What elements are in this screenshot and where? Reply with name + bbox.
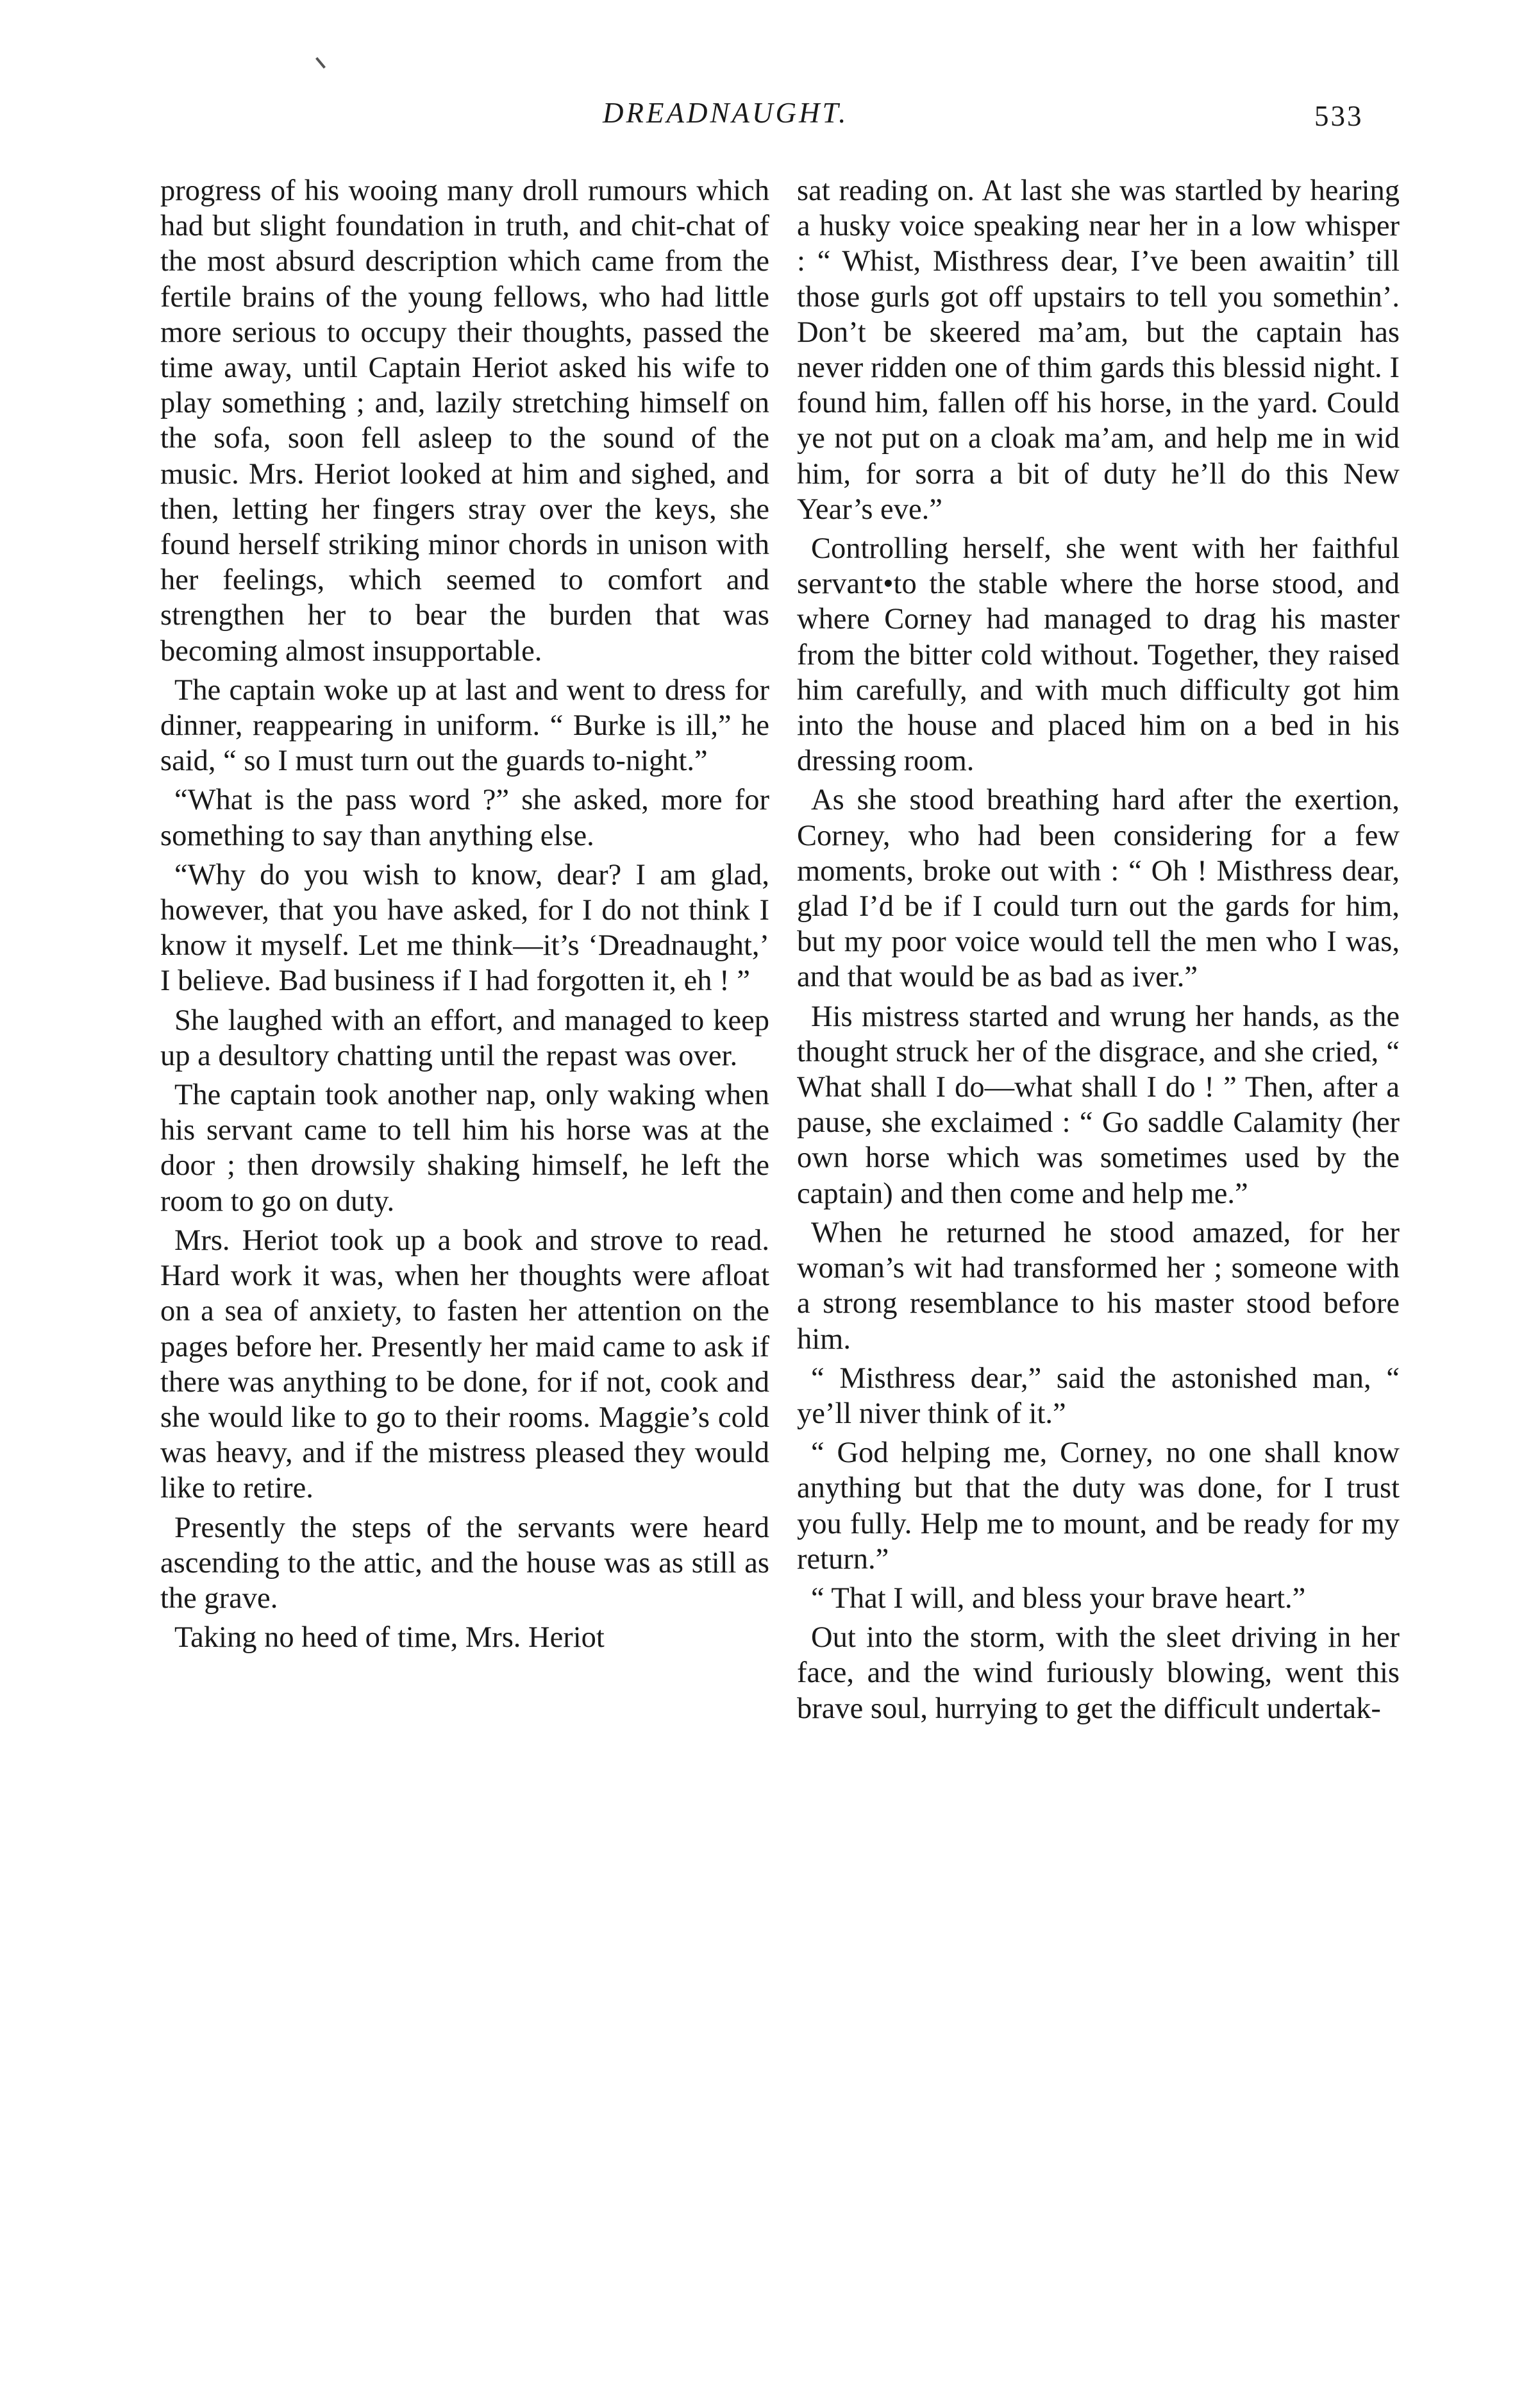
paragraph: Mrs. Heriot took up a book and strove to read. Hard work it was, when her thoughts were afloat on a sea of anxiety, to fasten her attention on the pages before her. Presently her maid came to ask if there was anything to be done, for if not, cook and she would like to go to their rooms. Maggie’s cold was heavy, and if the mistress pleased they would like to retire. [160,1224,769,1505]
paragraph: “ That I will, and bless your brave heart.” [811,1581,1306,1615]
paragraph: As she stood breathing hard after the exertion, Corney, who had been considering for a few moments, broke out with : “ Oh ! Misthress dear, glad I’d be if I could turn out the gards for him, but my poor voice would tell the men who I was, and that would be as bad as iver.” [797,784,1400,994]
paragraph: “Why do you wish to know, dear? I am glad, however, that you have asked, for I do not think I know it myself. Let me think—it’s ‘Dreadnaught,’ I believe. Bad business if I had forgotten it, eh ! ” [160,858,769,998]
paragraph: Presently the steps of the servants were heard ascending to the attic, and the house was as still as the grave. [160,1511,769,1615]
running-header [0,96,1540,135]
running-title: DREADNAUGHT. [603,97,849,129]
paragraph: “ God helping me, Corney, no one shall know anything but that the duty was done, for I trust you fully. Help me to mount, and be ready for my return.” [797,1436,1400,1576]
right-column [797,173,1400,1726]
paragraph: When he returned he stood amazed, for her woman’s wit had transformed her ; someone with a strong resemblance to his master stood before him. [797,1216,1400,1356]
paragraph: She laughed with an effort, and managed to keep up a desultory chatting until the repast was over. [160,1004,769,1072]
paragraph: Taking no heed of time, Mrs. Heriot [174,1621,605,1655]
page-number: 533 [1314,100,1364,132]
paragraph: The captain woke up at last and went to dress for dinner, reappearing in uniform. “ Burke is ill,” he said, “ so I must turn out the guards to-night.” [160,673,769,778]
paragraph: “What is the pass word ?” she asked, more for something to say than anything else. [160,784,769,852]
stray-mark [315,57,326,69]
paragraph: “ Misthress dear,” said the astonished man, “ ye’ll niver think of it.” [797,1361,1400,1430]
paragraph: sat reading on. At last she was startled by hearing a husky voice speaking near her in a low whisper : “ Whist, Misthress dear, I’ve been awaitin’ till those gurls got off upstairs to tell you somethin’. Don’t be skeered ma’am, but the captain has never ridden one of thim gards this blessid night. I found him, fallen off his horse, in the yard. Could ye not put on a cloak ma’am, and help me in wid him, for sorra a bit of duty he’ll do this New Year’s eve.” [797,174,1400,526]
left-column [160,173,769,1655]
paragraph: Out into the storm, with the sleet driving in her face, and the wind furiously blowing, went this brave soul, hurrying to get the difficult undertak- [797,1621,1400,1725]
paragraph: Controlling herself, she went with her faithful servant•to the stable where the horse stood, and where Corney had managed to drag his master from the bitter cold without. Together, they raised him carefully, and with much difficulty got him into the house and placed him on a bed in his dressing room. [797,532,1400,778]
paragraph: His mistress started and wrung her hands, as the thought struck her of the disgrace, and she cried, “ What shall I do—what shall I do ! ” Then, after a pause, she exclaimed : “ Go saddle Calamity (her own horse which was sometimes used by the captain) and then come and help me.” [797,1000,1400,1210]
paragraph: progress of his wooing many droll rumours which had but slight foundation in truth, and chit-chat of the most absurd description which came from the fertile brains of the young fellows, who had little more serious to occupy their thoughts, passed the time away, until Captain Heriot asked his wife to play something ; and, lazily stretching himself on the sofa, soon fell asleep to the sound of the music. Mrs. Heriot looked at him and sighed, and then, letting her fingers stray over the keys, she found herself striking minor chords in unison with her feelings, which seemed to comfort and strengthen her to bear the burden that was becoming almost insupportable. [160,174,769,668]
paragraph: The captain took another nap, only waking when his servant came to tell him his horse was at the door ; then drowsily shaking himself, he left the room to go on duty. [160,1079,769,1218]
